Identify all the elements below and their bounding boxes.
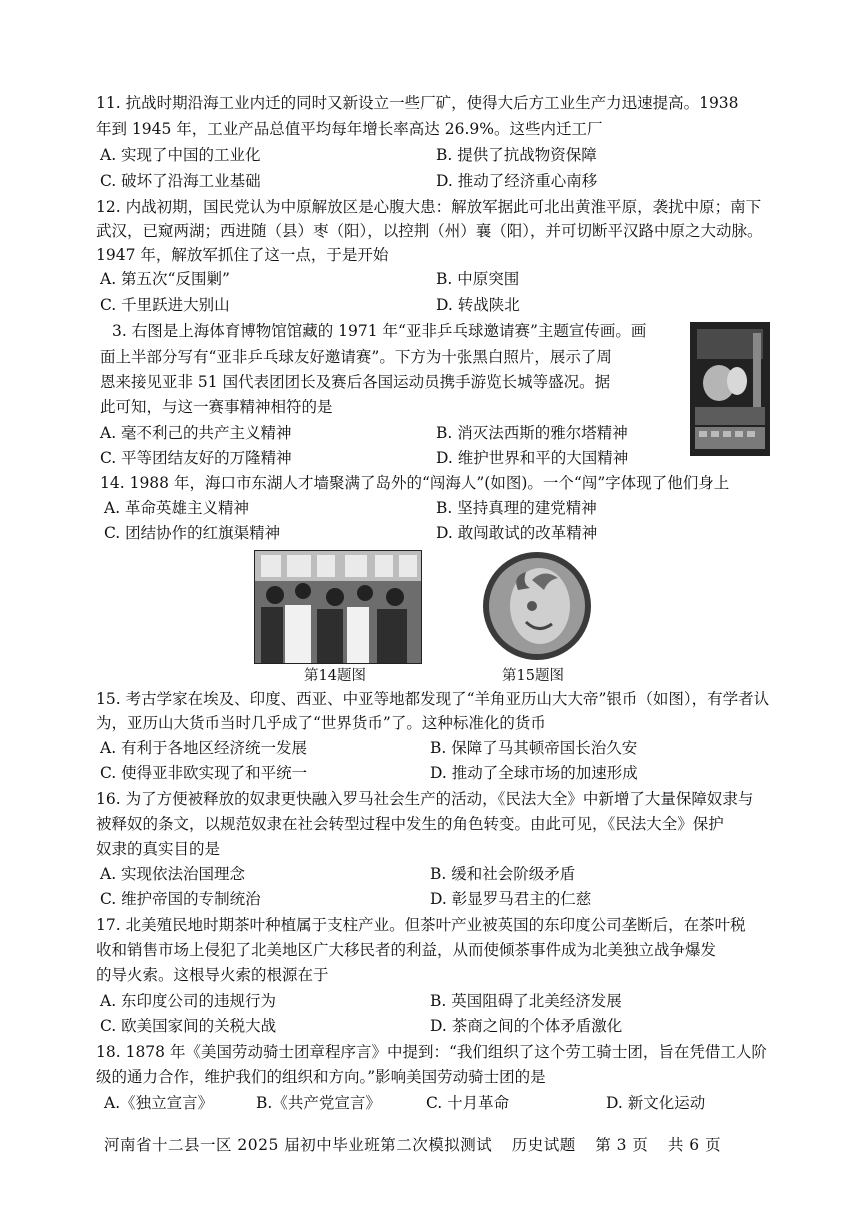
q17-option-c: C. 欧美国家间的关税大战 xyxy=(100,1017,277,1035)
question-12-line-3: 1947 年，解放军抓住了这一点，于是开始 xyxy=(96,246,389,264)
page-footer xyxy=(104,1133,721,1155)
question-17-line-3: 的导火索。这根导火索的根源在于 xyxy=(96,966,329,984)
q16-option-a: A. 实现依法治国理念 xyxy=(100,865,246,883)
footer-subject: 历史试题 xyxy=(511,1136,576,1154)
q15-option-b: B. 保障了马其顿帝国长治久安 xyxy=(430,739,638,757)
q13-option-d: D. 维护世界和平的大国精神 xyxy=(436,449,629,467)
q11-option-d: D. 推动了经济重心南移 xyxy=(436,172,598,190)
q18-option-b: B.《共产党宣言》 xyxy=(256,1094,381,1112)
footer-page-number: 第 3 页 xyxy=(595,1136,649,1154)
q14-option-d: D. 敢闯敢试的改革精神 xyxy=(436,524,598,542)
q12-option-b: B. 中原突围 xyxy=(436,270,520,288)
question-13-line-2: 面上半部分写有“亚非乒乓球友好邀请赛”。下方为十张黑白照片，展示了周 xyxy=(100,348,612,366)
question-17-line-1: 17. 北美殖民地时期茶叶种植属于支柱产业。但茶叶产业被英国的东印度公司垄断后，在茶叶税 xyxy=(96,916,746,934)
crowd-illustration xyxy=(255,551,421,663)
q15-option-d: D. 推动了全球市场的加速形成 xyxy=(430,764,638,782)
question-11-line-2: 年到 1945 年，工业产品总值平均每年增长率高达 26.9%。这些内迁工厂 xyxy=(96,120,603,138)
q12-option-c: C. 千里跃进大别山 xyxy=(100,296,230,314)
question-16-line-2: 被释奴的条文，以规范奴隶在社会转型过程中发生的角色转变。由此可见，《民法大全》保护 xyxy=(96,815,724,833)
figure-15-caption: 第15题图 xyxy=(502,668,564,684)
q14-option-a: A. 革命英雄主义精神 xyxy=(104,499,250,517)
question-12-line-2: 武汉，已窥两湖；西进随（县）枣（阳），以控荆（州）襄（阳），并可切断平汉路中原之大动脉。 xyxy=(96,222,763,240)
q14-option-c: C. 团结协作的红旗渠精神 xyxy=(104,524,281,542)
q17-option-d: D. 茶商之间的个体矛盾激化 xyxy=(430,1017,623,1035)
q16-option-b: B. 缓和社会阶级矛盾 xyxy=(430,865,576,883)
question-13-line-1: 3. 右图是上海体育博物馆馆藏的 1971 年“亚非乒乓球邀请赛”主题宣传画。画 xyxy=(112,322,647,340)
q13-option-c: C. 平等团结友好的万隆精神 xyxy=(100,449,292,467)
q11-option-c: C. 破坏了沿海工业基础 xyxy=(100,172,261,190)
poster-illustration xyxy=(691,323,769,455)
question-11-line-1: 11. 抗战时期沿海工业内迁的同时又新设立一些厂矿，使得大后方工业生产力迅速提高。1938 xyxy=(96,94,739,112)
q18-option-d: D. 新文化运动 xyxy=(606,1094,706,1112)
q13-option-b: B. 消灭法西斯的雅尔塔精神 xyxy=(436,424,628,442)
question-15-line-2: 为，亚历山大货币当时几乎成了“世界货币”了。这种标准化的货币 xyxy=(96,714,546,732)
question-12-line-1: 12. 内战初期，国民党认为中原解放区是心腹大患：解放军据此可北出黄淮平原，袭扰中原；南下 xyxy=(96,198,762,216)
question-16-line-3: 奴隶的真实目的是 xyxy=(96,840,221,858)
q16-option-d: D. 彰显罗马君主的仁慈 xyxy=(430,890,592,908)
q16-option-c: C. 维护帝国的专制统治 xyxy=(100,890,261,908)
question-17-line-2: 收和销售市场上侵犯了北美地区广大移民者的利益，从而使倾茶事件成为北美独立战争爆发 xyxy=(96,941,717,959)
q11-option-a: A. 实现了中国的工业化 xyxy=(100,146,261,164)
q12-option-d: D. 转战陕北 xyxy=(436,296,520,314)
question-15-line-1: 15. 考古学家在埃及、印度、西亚、中亚等地都发现了“羊角亚历山大大帝”银币（如图），有学者认 xyxy=(96,690,770,708)
q17-option-a: A. 东印度公司的违规行为 xyxy=(100,992,277,1010)
question-13-line-4: 此可知，与这一赛事精神相符的是 xyxy=(100,398,333,416)
q11-option-b: B. 提供了抗战物资保障 xyxy=(436,146,597,164)
q15-option-a: A. 有利于各地区经济统一发展 xyxy=(100,739,308,757)
question-14-line-1: 14. 1988 年，海口市东湖人才墙聚满了岛外的“闯海人”(如图)。一个“闯”字体现了他们身上 xyxy=(100,474,730,492)
q15-coin-photo xyxy=(474,550,600,662)
footer-total-pages: 共 6 页 xyxy=(667,1136,722,1154)
question-16-line-1: 16. 为了方便被释放的奴隶更快融入罗马社会生产的活动，《民法大全》中新增了大量保障奴隶与 xyxy=(96,790,754,808)
q15-option-c: C. 使得亚非欧实现了和平统一 xyxy=(100,764,308,782)
q14-photo xyxy=(254,550,422,664)
question-18-line-1: 18. 1878 年《美国劳动骑士团章程序言》中提到：“我们组织了这个劳工骑士团，旨在凭借工人阶 xyxy=(96,1043,767,1061)
coin-illustration xyxy=(474,550,600,662)
q17-option-b: B. 英国阻碍了北美经济发展 xyxy=(430,992,622,1010)
question-18-line-2: 级的通力合作，维护我们的组织和方向。”影响美国劳动骑士团的是 xyxy=(96,1068,546,1086)
q14-option-b: B. 坚持真理的建党精神 xyxy=(436,499,597,517)
q13-poster-image xyxy=(690,322,770,456)
question-13-line-3: 恩来接见亚非 51 国代表团团长及赛后各国运动员携手游览长城等盛况。据 xyxy=(100,373,611,391)
q18-option-c: C. 十月革命 xyxy=(426,1094,510,1112)
q12-option-a: A. 第五次“反围剿” xyxy=(100,270,230,288)
footer-exam-title: 河南省十二县一区 2025 届初中毕业班第二次模拟测试 xyxy=(104,1136,493,1154)
q18-option-a: A.《独立宣言》 xyxy=(104,1094,214,1112)
q13-option-a: A. 毫不利己的共产主义精神 xyxy=(100,424,292,442)
figure-14-caption: 第14题图 xyxy=(304,668,366,684)
